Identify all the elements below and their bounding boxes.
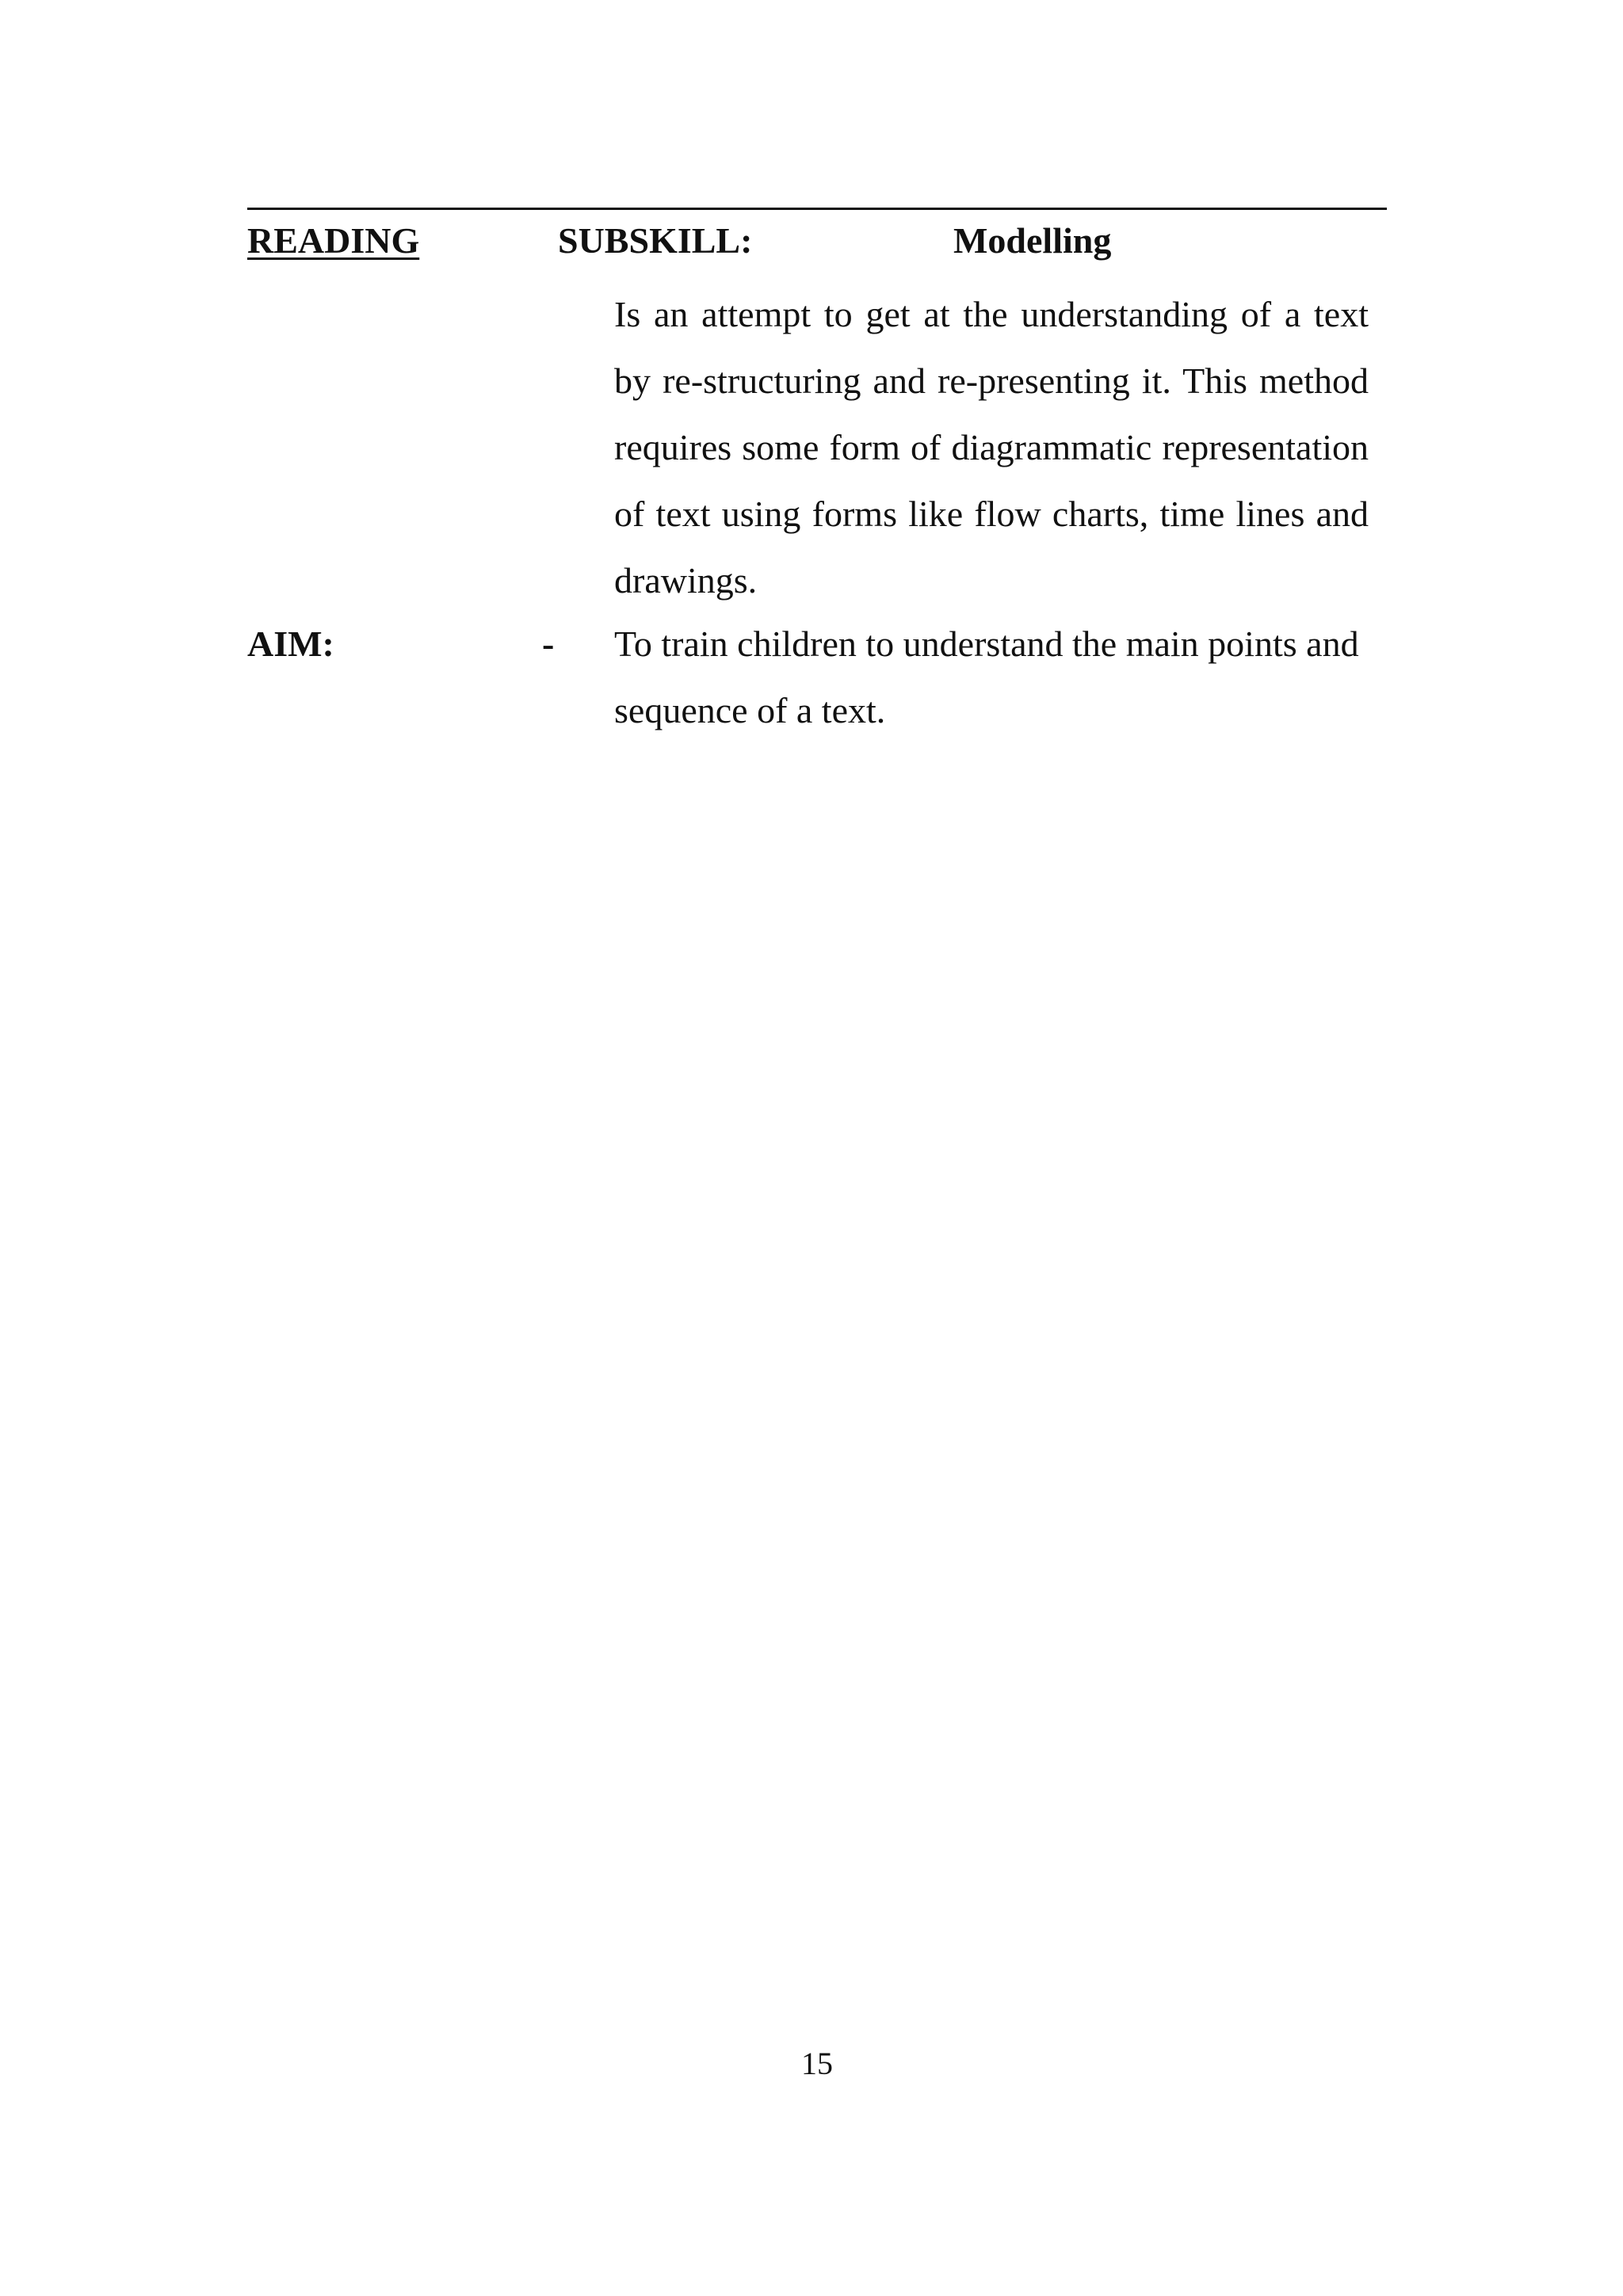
top-rule [247, 208, 1387, 210]
subskill-description: Is an attempt to get at the understanding of a text by re-structuring and re-presenting it. This method requires some form of diagrammatic representation of text using forms like flow charts, time lines and drawings. [614, 294, 1369, 601]
subskill-label: SUBSKILL: [558, 220, 753, 261]
page-number: 15 [801, 2046, 833, 2081]
subskill-name: Modelling [953, 220, 1112, 261]
section-heading: READING [247, 220, 420, 261]
aim-text: To train children to understand the main points and sequence of a text. [614, 624, 1359, 730]
aim-dash: - [542, 624, 555, 664]
aim-label: AIM: [247, 624, 334, 664]
